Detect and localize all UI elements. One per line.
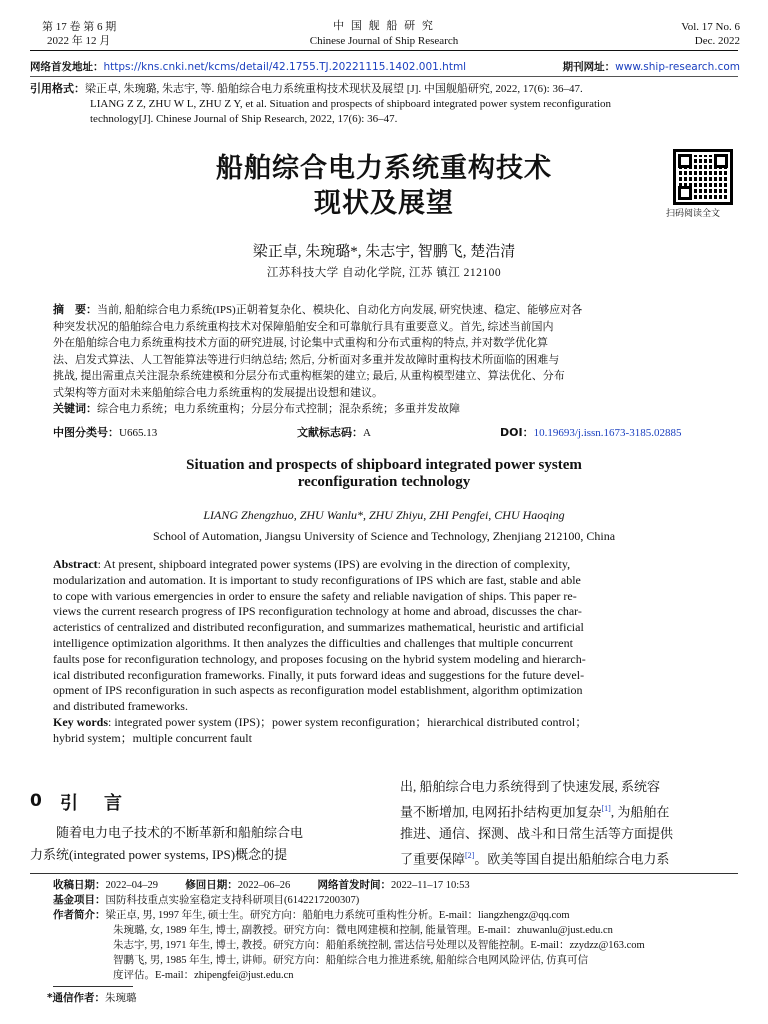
header-journal-zh: 中 国 舰 船 研 究 [333, 20, 435, 32]
section-title: 引 言 [60, 793, 126, 813]
abstract-zh-line: 外在船舶综合电力系统重构技术方面的研究进展, 讨论集中式重构和分布式重构的特点, 并对数学优化算 [53, 337, 548, 349]
intro-left-column [30, 822, 365, 866]
abstract-en-line: and distributed frameworks. [53, 699, 188, 714]
doi-row [500, 424, 681, 440]
online-link[interactable]: https://kns.cnki.net/kcms/detail/42.1755.TJ.20221115.1402.001.html [103, 61, 467, 73]
author-bio: 度评估。E-mail：zhipengfei@just.edu.cn [113, 970, 294, 981]
header-rule [30, 50, 738, 51]
doc-code-value: A [363, 427, 371, 439]
author-bio: 朱琬璐, 女, 1989 年生, 博士, 副教授。研究方向：微电网建模和控制, 能量管理。E-mail：zhuwanlu@just.edu.cn [113, 925, 613, 936]
dates-row: 收稿日期：2022–04–29 修回日期：2022–06–26 网络首发时间：2022–11–17 10:53 [53, 879, 470, 891]
keywords-en-line: : integrated power system (IPS)；power system reconfiguration；hierarchical distributed control； [108, 714, 588, 729]
intro-right-line: 了重要保障[2]。欧美等国自提出船舶综合电力系 [400, 851, 670, 867]
citation-en-2: technology[J]. Chinese Journal of Ship Research, 2022, 17(6): 36–47. [90, 113, 398, 125]
journal-link-label: 期刊网址： [562, 61, 616, 73]
authors-zh: 梁正卓, 朱琬璐*, 朱志宇, 智鹏飞, 楚浩清 [252, 244, 516, 260]
abstract-en-line: to cope with various emergencies in order to ensure the safety and reliable navigation of ships. This paper re- [53, 588, 577, 603]
fund-row: 基金项目：国防科技重点实验室稳定支持科研项目(6142217200307) [53, 894, 360, 906]
keywords-zh-row [53, 401, 715, 418]
doi-label: DOI： [500, 426, 534, 439]
abstract-en [53, 557, 716, 747]
abstract-en-line: ical distributed reconfiguration frameworks. Finally, it puts forward ideas and suggestions for the future devel- [53, 667, 585, 682]
affiliation-zh: 江苏科技大学 自动化学院, 江苏 镇江 212100 [266, 267, 502, 279]
intro-right-line: 推进、通信、探测、战斗和日常生活等方面提供 [400, 826, 674, 842]
footer-rule [30, 873, 738, 874]
keywords-zh-label: 关键词： [53, 402, 97, 415]
doi-link[interactable]: 10.19693/j.issn.1673-3185.02885 [533, 427, 682, 439]
abstract-zh-line: 种突发状况的船舶综合电力系统重构技术对保障船舶安全和可靠航行具有重要意义。首先, 综述当前国内 [53, 320, 554, 333]
keywords-en-line: hybrid system；multiple concurrent fault [53, 730, 252, 745]
links-rule [30, 76, 738, 77]
abstract-zh-line: 挑战, 提出需重点关注混杂系统建模和分层分布式重构框架的建立; 最后, 从重构模型建立、算法优化、分布 [53, 370, 565, 382]
author-bio-row: 作者简介：梁正卓, 男, 1997 年生, 硕士生。研究方向：船舶电力系统可重构性分析。E-mail：liangzhengz@qq.com [53, 909, 570, 921]
title-en-line-1: Situation and prospects of shipboard integrated power system [186, 457, 582, 473]
intro-right-line: 量不断增加, 电网拓扑结构更加复杂[1], 为船舶在 [400, 804, 670, 820]
abstract-en-line: intelligence optimization algorithms. It then analyzes the difficulties and challenges that multiple concurrent [53, 635, 573, 650]
abstract-zh [53, 302, 715, 418]
header-volume-zh: 第 17 卷 第 6 期 [42, 21, 117, 33]
abstract-en-line: : At present, shipboard integrated power systems (IPS) are evolving in the direction of complexity, [97, 557, 571, 571]
header-journal-en: Chinese Journal of Ship Research [309, 35, 459, 47]
citation-label: 引用格式： [30, 82, 85, 95]
author-bio: 梁正卓, 男, 1997 年生, 硕士生。研究方向：船舶电力系统可重构性分析。E-mail：liangzhengz@qq.com [105, 910, 570, 921]
abstract-zh-line: 式架构等方面对未来船舶综合电力系统重构的发展提出设想和建议。 [53, 386, 383, 399]
abstract-en-line: acteristics of centralized and distributed reconfiguration, and summarizes mathematical, heuristic and artificial [53, 620, 584, 635]
intro-left-line: 随着电力电子技术的不断革新和船舶综合电 [56, 825, 304, 840]
abstract-zh-label: 摘 要： [53, 303, 97, 316]
keywords-zh: 综合电力系统；电力系统重构；分层分布式控制；混杂系统；多重并发故障 [97, 403, 460, 415]
section-number: 0 [30, 791, 42, 811]
qr-code[interactable] [673, 149, 733, 205]
author-bio: 智鹏飞, 男, 1985 年生, 博士, 讲师。研究方向：船舶综合电力推进系统, 船舶综合电网风险评估, 仿真可信 [113, 955, 589, 966]
ref-1[interactable]: [1] [601, 804, 611, 813]
doc-code-label: 文献标志码： [297, 426, 363, 439]
citation-en-1: LIANG Z Z, ZHU W L, ZHU Z Y, et al. Situation and prospects of shipboard integrated power system reconfiguration [90, 98, 612, 110]
header-date-zh: 2022 年 12 月 [47, 35, 111, 47]
qr-caption: 扫码阅读全文 [666, 208, 721, 218]
doc-code-row [297, 424, 371, 440]
header-volume-en: Vol. 17 No. 6 [681, 21, 740, 33]
abstract-zh-line: 法、启发式算法、人工智能算法等进行归纳总结; 然后, 分析面对多重并发故障时重构技术所面临的困难与 [53, 353, 560, 366]
corresponding-author-row [47, 991, 137, 1006]
corresponding-author: 朱琬璐 [105, 993, 137, 1004]
clc-label: 中图分类号： [53, 426, 119, 439]
intro-right-line: 出, 船舶综合电力系统得到了快速发展, 系统容 [400, 779, 661, 794]
received-date: 2022–04–29 [105, 880, 158, 891]
intro-left-line: 力系统(integrated power systems, IPS)概念的提 [30, 847, 288, 862]
ref-2[interactable]: [2] [465, 851, 475, 861]
article-info [53, 878, 753, 983]
citation [30, 81, 745, 127]
title-en-line-2: reconfiguration technology [297, 474, 471, 490]
abstract-en-line: opment of IPS reconfiguration in such aspects as reconfiguration model establishment, algorithm optimization [53, 683, 583, 698]
online-link-row [30, 59, 466, 74]
abstract-en-line: views the current research progress of IPS reconfiguration technology at home and abroad, discusses the char- [53, 604, 582, 619]
clc-value: U665.13 [119, 427, 158, 439]
title-zh-line-2: 现状及展望 [314, 188, 454, 218]
title-zh-line-1: 船舶综合电力系统重构技术 [216, 153, 552, 183]
corresponding-author-label: *通信作者： [47, 992, 105, 1004]
header-date-en: Dec. 2022 [694, 35, 740, 47]
author-bio: 朱志宇, 男, 1971 年生, 博士, 教授。研究方向：船舶系统控制, 雷达信号处理以及智能控制。E-mail：zzydzz@163.com [113, 940, 645, 951]
authors-en: LIANG Zhengzhuo, ZHU Wanlu*, ZHU Zhiyu, ZHI Pengfei, CHU Haoqing [203, 508, 565, 522]
abstract-en-label: Abstract [53, 557, 98, 571]
corr-rule [53, 986, 133, 987]
clc-row [53, 424, 157, 440]
citation-zh: 梁正卓, 朱琬璐, 朱志宇, 等. 船舶综合电力系统重构技术现状及展望 [J]. 中国舰船研究, 2022, 17(6): 36–47. [85, 83, 583, 95]
journal-link-row [563, 59, 740, 74]
published-date: 2022–11–17 10:53 [391, 880, 470, 891]
revised-date: 2022–06–26 [237, 880, 291, 891]
journal-link[interactable]: www.ship-research.com [615, 61, 740, 73]
fund-value: 国防科技重点实验室稳定支持科研项目(6142217200307) [105, 895, 360, 906]
keywords-en-label: Key words [53, 714, 108, 729]
intro-right-column [400, 776, 742, 871]
online-link-label: 网络首发地址： [30, 61, 104, 73]
abstract-zh-line: 当前, 船舶综合电力系统(IPS)正朝着复杂化、模块化、自动化方向发展, 研究快速、稳定、能够应对各 [97, 304, 583, 316]
affiliation-en: School of Automation, Jiangsu University of Science and Technology, Zhenjiang 212100, China [152, 529, 616, 543]
abstract-en-line: modularization and automation. It is important to study reconfigurations of IPS which are fast, stable and able [53, 572, 581, 587]
abstract-en-line: faults pose for reconfiguration technology, and proposes focusing on the hybrid system modeling and hierarch- [53, 651, 586, 666]
